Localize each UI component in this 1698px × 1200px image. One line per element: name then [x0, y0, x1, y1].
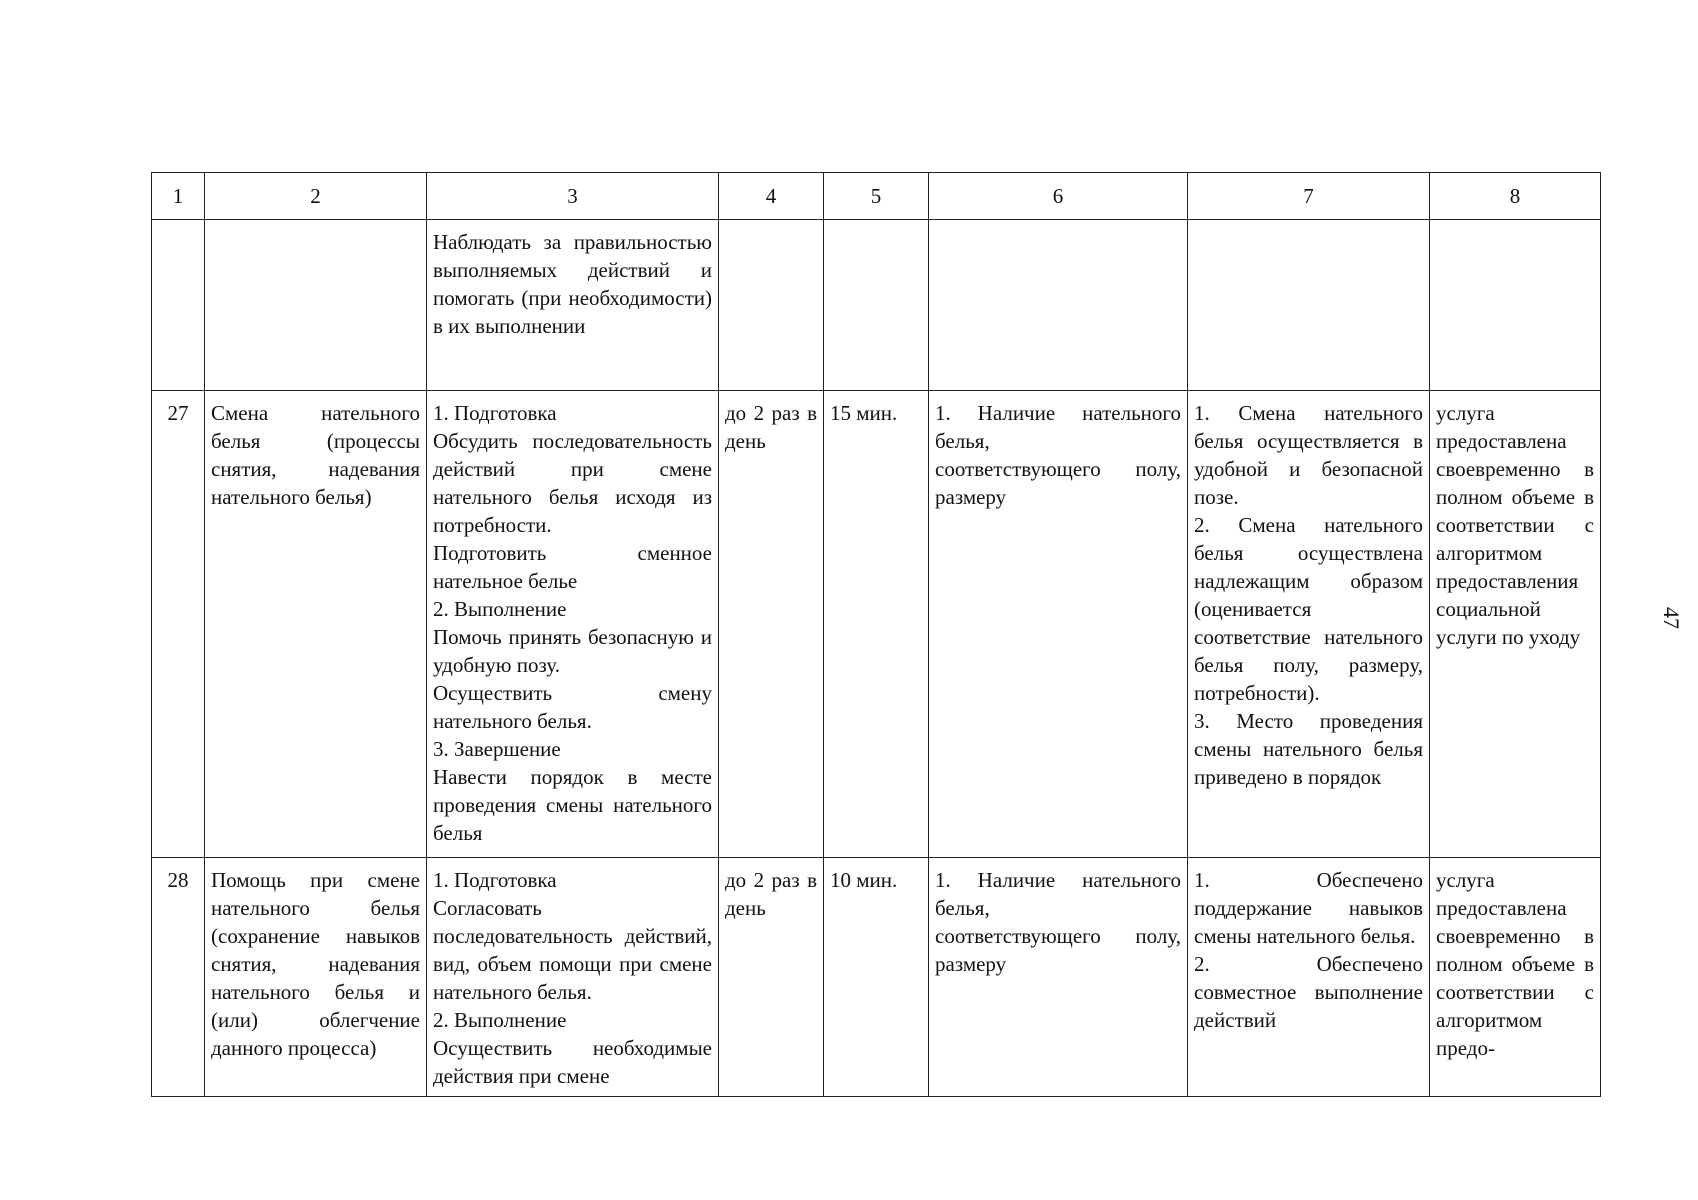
quality-indicators-cell: 1. Смена нательного белья осуществляется в удобной и безопасной позе. 2. Смена нательного белья осуществлена надлежащим образом (оценивается соответствие нательного белья полу, размеру, потребности). 3. Место проведения смены нательного белья приведено в порядок	[1188, 391, 1430, 858]
quality-indicators-cell	[1188, 220, 1430, 391]
column-header: 1	[152, 173, 205, 220]
quality-indicators-cell: 1. Обеспечено поддержание навыков смены нательного белья. 2. Обеспечено совместное выполнение действий	[1188, 858, 1430, 1097]
frequency-cell	[719, 220, 824, 391]
service-name-cell: Помощь при смене нательного белья (сохранение навыков снятия, надевания нательного белья и (или) облегчение данного процесса)	[205, 858, 427, 1097]
service-name-cell	[205, 220, 427, 391]
evaluation-cell: услуга предоставлена своевременно в полном объеме в соответствии с алгоритмом предоставления социальной услуги по уходу	[1430, 391, 1601, 858]
procedure-cell: 1. Подготовка Обсудить последовательность действий при смене нательного белья исходя из потребности. Подготовить сменное нательное белье 2. Выполнение Помочь принять безопасную и удобную позу. Осуществить смену нательного белья. 3. Завершение Навести порядок в месте проведения смены нательного белья	[427, 391, 719, 858]
evaluation-cell: услуга предоставлена своевременно в полном объеме в соответствии с алгоритмом предо-	[1430, 858, 1601, 1097]
row-number-cell	[152, 220, 205, 391]
row-number-cell: 27	[152, 391, 205, 858]
frequency-cell: до 2 раз в день	[719, 391, 824, 858]
column-header: 8	[1430, 173, 1601, 220]
row-number-cell: 28	[152, 858, 205, 1097]
duration-cell	[824, 220, 929, 391]
duration-cell: 10 мин.	[824, 858, 929, 1097]
procedure-cell: Наблюдать за правильностью выполняемых действий и помогать (при необходимости) в их выполнении	[427, 220, 719, 391]
conditions-cell	[929, 220, 1188, 391]
column-header: 7	[1188, 173, 1430, 220]
page-number: 47	[1659, 607, 1684, 629]
column-header: 6	[929, 173, 1188, 220]
column-header: 4	[719, 173, 824, 220]
table-header-row	[152, 173, 1601, 220]
duration-cell: 15 мин.	[824, 391, 929, 858]
column-header: 5	[824, 173, 929, 220]
table-row	[152, 858, 1601, 1097]
conditions-cell: 1. Наличие нательного белья, соответствующего полу, размеру	[929, 391, 1188, 858]
table-row	[152, 220, 1601, 391]
conditions-cell: 1. Наличие нательного белья, соответствующего полу, размеру	[929, 858, 1188, 1097]
evaluation-cell	[1430, 220, 1601, 391]
service-name-cell: Смена нательного белья (процессы снятия, надевания нательного белья)	[205, 391, 427, 858]
column-header: 3	[427, 173, 719, 220]
services-table	[151, 172, 1601, 1097]
procedure-cell: 1. Подготовка Согласовать последовательность действий, вид, объем помощи при смене нательного белья. 2. Выполнение Осуществить необходимые действия при смене	[427, 858, 719, 1097]
column-header: 2	[205, 173, 427, 220]
table-row	[152, 391, 1601, 858]
frequency-cell: до 2 раз в день	[719, 858, 824, 1097]
